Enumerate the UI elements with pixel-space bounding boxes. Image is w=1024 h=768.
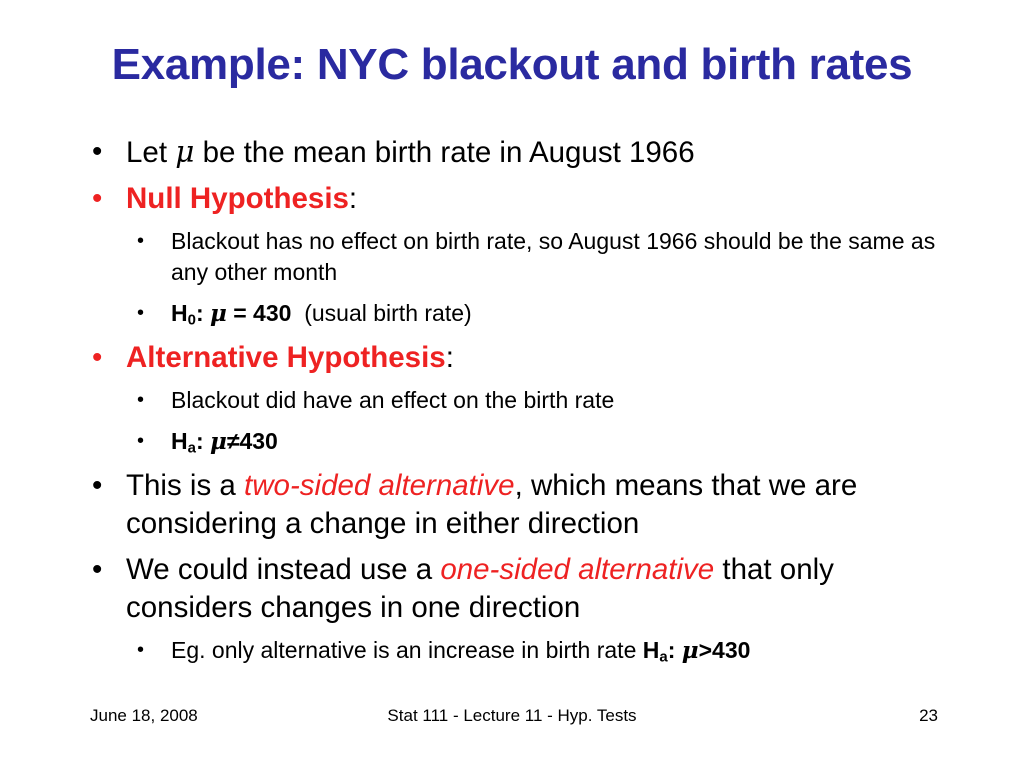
two-sided-term: two-sided alternative — [244, 469, 515, 502]
text-segment: Let — [126, 136, 176, 169]
text-segment: : — [195, 428, 210, 454]
bullet-marker: • — [137, 302, 145, 324]
text-segment: Eg. only alternative is an increase in birth rate — [171, 637, 643, 663]
text-segment: This is a — [126, 469, 245, 502]
bullet-null-hypothesis — [92, 180, 952, 218]
subbullet-null-explanation — [137, 226, 952, 288]
text-segment: , which means that we are considering a change in either direction — [126, 469, 858, 540]
h-subscript: a — [187, 439, 196, 457]
text-segment: Blackout has no effect on birth rate, so August 1966 should be the same as any other month — [171, 228, 936, 285]
subbullet-one-sided-example — [137, 635, 952, 666]
bullet-marker: • — [137, 230, 145, 252]
bullet-mean-definition — [92, 133, 952, 172]
subbullet-ha — [137, 426, 952, 457]
h-subscript: 0 — [187, 311, 196, 329]
text-segment: Blackout did have an effect on the birth rate — [171, 387, 615, 413]
bullet-marker: • — [137, 389, 145, 411]
null-hypothesis-label: Null Hypothesis — [126, 182, 349, 215]
slide-title: Example: NYC blackout and birth rates — [111, 40, 913, 89]
subbullet-h0 — [137, 298, 952, 329]
page-number: 23 — [919, 706, 938, 725]
text-segment: >430 — [698, 637, 751, 663]
bullet-marker: • — [92, 469, 103, 502]
bullet-one-sided — [92, 551, 952, 627]
text-segment: = 430 — [226, 300, 292, 326]
text-segment: be the mean birth rate in August 1966 — [194, 136, 695, 169]
text-segment: (usual birth rate) — [291, 300, 472, 326]
alternative-hypothesis-label: Alternative Hypothesis — [126, 341, 446, 374]
text-segment: ≠430 — [226, 428, 278, 454]
bullet-marker: • — [92, 135, 103, 168]
mu-symbol: μ — [175, 135, 195, 169]
subbullet-alt-explanation — [137, 385, 952, 416]
footer-date: June 18, 2008 — [90, 706, 198, 725]
bullet-marker: • — [137, 430, 145, 452]
h-symbol: H — [642, 637, 660, 663]
h-symbol: H — [171, 300, 188, 326]
text-segment: : — [667, 637, 682, 663]
mu-symbol: μ — [210, 428, 227, 455]
footer-title: Stat 111 - Lecture 11 - Hyp. Tests — [387, 706, 637, 725]
text-segment: : — [445, 341, 454, 374]
h-subscript: a — [659, 648, 668, 666]
text-segment: : — [195, 300, 210, 326]
bullet-marker: • — [92, 182, 103, 215]
mu-symbol: μ — [681, 637, 699, 664]
text-segment: that only considers changes in one direction — [126, 553, 834, 624]
bullet-marker: • — [92, 341, 103, 374]
one-sided-term: one-sided alternative — [440, 553, 715, 586]
h-symbol: H — [171, 428, 188, 454]
bullet-two-sided — [92, 467, 952, 543]
mu-symbol: μ — [210, 300, 227, 327]
bullet-list — [92, 133, 952, 676]
bullet-marker: • — [137, 639, 145, 661]
text-segment: We could instead use a — [126, 553, 441, 586]
text-segment: : — [348, 182, 358, 215]
bullet-marker: • — [92, 553, 103, 586]
bullet-alternative-hypothesis — [92, 339, 952, 377]
